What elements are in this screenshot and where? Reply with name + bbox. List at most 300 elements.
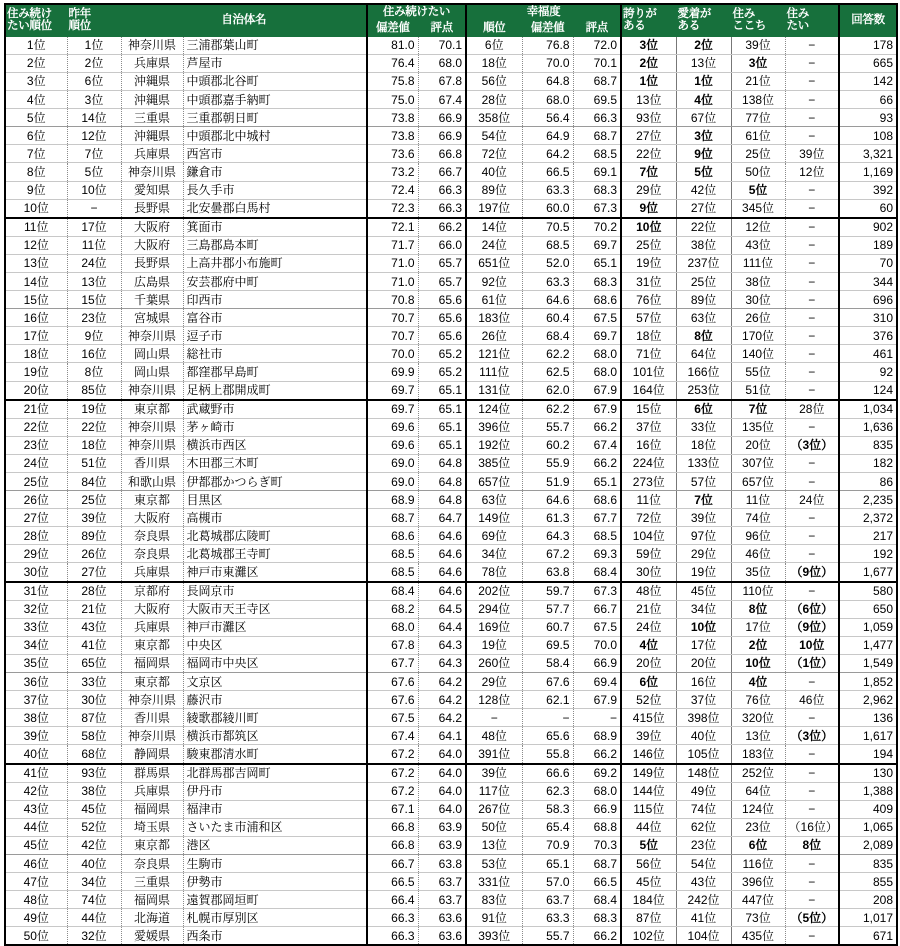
table-row bbox=[5, 600, 897, 618]
cell-want-rank: − bbox=[785, 800, 839, 818]
cell-want-rank: − bbox=[785, 854, 839, 872]
cell-municipality: 北群馬郡吉岡町 bbox=[183, 764, 367, 783]
cell-attachment-rank: 63位 bbox=[676, 309, 731, 327]
cell-municipality: 伊丹市 bbox=[183, 782, 367, 800]
cell-answers: 217 bbox=[839, 527, 897, 545]
cell-want-rank: − bbox=[785, 291, 839, 309]
cell-happiness-order: 24位 bbox=[466, 236, 522, 254]
cell-prefecture: 千葉県 bbox=[121, 291, 183, 309]
cell-rank: 18位 bbox=[5, 345, 67, 363]
cell-want-rank: − bbox=[785, 327, 839, 345]
cell-comfort-rank: 30位 bbox=[731, 291, 785, 309]
cell-prefecture: 群馬県 bbox=[121, 764, 183, 783]
cell-happiness-deviation: 60.4 bbox=[522, 309, 573, 327]
cell-attachment-rank: 5位 bbox=[676, 163, 731, 181]
cell-comfort-rank: 38位 bbox=[731, 272, 785, 290]
cell-happiness-deviation: 68.5 bbox=[522, 236, 573, 254]
cell-happiness-order: 393位 bbox=[466, 927, 522, 946]
cell-rank: 17位 bbox=[5, 327, 67, 345]
cell-prefecture: 愛媛県 bbox=[121, 927, 183, 946]
cell-happiness-deviation: 63.8 bbox=[522, 563, 573, 582]
cell-rank: 39位 bbox=[5, 727, 67, 745]
cell-rank: 50位 bbox=[5, 927, 67, 946]
cell-comfort-rank: 6位 bbox=[731, 836, 785, 854]
cell-municipality: 西宮市 bbox=[183, 145, 367, 163]
cell-last-rank: 7位 bbox=[67, 145, 121, 163]
cell-comfort-rank: 10位 bbox=[731, 654, 785, 672]
cell-pride-rank: 101位 bbox=[621, 363, 676, 381]
cell-happiness-deviation: 55.8 bbox=[522, 745, 573, 764]
cell-happiness-deviation: 60.2 bbox=[522, 436, 573, 454]
header-rank: 住み続け たい順位 bbox=[5, 4, 67, 36]
cell-last-rank: 15位 bbox=[67, 291, 121, 309]
cell-live-score: 66.3 bbox=[418, 181, 466, 199]
cell-comfort-rank: 73位 bbox=[731, 909, 785, 927]
cell-live-score: 66.3 bbox=[418, 199, 466, 218]
cell-happiness-score: 67.7 bbox=[573, 509, 621, 527]
cell-live-score: 64.3 bbox=[418, 654, 466, 672]
cell-rank: 28位 bbox=[5, 527, 67, 545]
cell-happiness-deviation: − bbox=[522, 709, 573, 727]
cell-pride-rank: 6位 bbox=[621, 673, 676, 691]
cell-happiness-order: 26位 bbox=[466, 327, 522, 345]
cell-municipality: 横浜市西区 bbox=[183, 436, 367, 454]
cell-last-rank: 68位 bbox=[67, 745, 121, 764]
cell-live-score: 64.1 bbox=[418, 727, 466, 745]
cell-live-deviation: 69.6 bbox=[367, 436, 418, 454]
cell-comfort-rank: 25位 bbox=[731, 145, 785, 163]
cell-answers: 835 bbox=[839, 436, 897, 454]
cell-rank: 22位 bbox=[5, 418, 67, 436]
cell-municipality: 生駒市 bbox=[183, 854, 367, 872]
cell-happiness-score: 68.4 bbox=[573, 891, 621, 909]
cell-comfort-rank: 43位 bbox=[731, 236, 785, 254]
cell-answers: 1,677 bbox=[839, 563, 897, 582]
cell-pride-rank: 4位 bbox=[621, 636, 676, 654]
cell-attachment-rank: 4位 bbox=[676, 91, 731, 109]
cell-happiness-score: 67.9 bbox=[573, 400, 621, 419]
cell-happiness-deviation: 56.4 bbox=[522, 109, 573, 127]
cell-last-rank: 23位 bbox=[67, 309, 121, 327]
cell-rank: 14位 bbox=[5, 272, 67, 290]
cell-last-rank: 87位 bbox=[67, 709, 121, 727]
cell-attachment-rank: 16位 bbox=[676, 673, 731, 691]
cell-prefecture: 埼玉県 bbox=[121, 818, 183, 836]
cell-live-deviation: 69.7 bbox=[367, 381, 418, 400]
cell-answers: 2,235 bbox=[839, 491, 897, 509]
cell-pride-rank: 5位 bbox=[621, 836, 676, 854]
cell-last-rank: 85位 bbox=[67, 381, 121, 400]
cell-municipality: 三浦郡葉山町 bbox=[183, 36, 367, 54]
cell-live-deviation: 75.0 bbox=[367, 91, 418, 109]
cell-comfort-rank: 252位 bbox=[731, 764, 785, 783]
cell-last-rank: 18位 bbox=[67, 436, 121, 454]
cell-prefecture: 福岡県 bbox=[121, 800, 183, 818]
cell-want-rank: − bbox=[785, 127, 839, 145]
cell-answers: 194 bbox=[839, 745, 897, 764]
cell-happiness-score: 68.7 bbox=[573, 127, 621, 145]
cell-attachment-rank: 64位 bbox=[676, 345, 731, 363]
cell-municipality: 中央区 bbox=[183, 636, 367, 654]
cell-prefecture: 東京都 bbox=[121, 491, 183, 509]
cell-municipality: 文京区 bbox=[183, 673, 367, 691]
cell-happiness-deviation: 65.1 bbox=[522, 854, 573, 872]
table-row bbox=[5, 654, 897, 672]
cell-pride-rank: 164位 bbox=[621, 381, 676, 400]
cell-live-score: 66.0 bbox=[418, 236, 466, 254]
cell-comfort-rank: 116位 bbox=[731, 854, 785, 872]
cell-municipality: 港区 bbox=[183, 836, 367, 854]
cell-prefecture: 宮城県 bbox=[121, 309, 183, 327]
cell-last-rank: 13位 bbox=[67, 272, 121, 290]
cell-pride-rank: 149位 bbox=[621, 764, 676, 783]
cell-rank: 34位 bbox=[5, 636, 67, 654]
cell-comfort-rank: 35位 bbox=[731, 563, 785, 582]
cell-rank: 3位 bbox=[5, 72, 67, 90]
cell-attachment-rank: 41位 bbox=[676, 909, 731, 927]
cell-rank: 2位 bbox=[5, 54, 67, 72]
cell-prefecture: 東京都 bbox=[121, 636, 183, 654]
cell-comfort-rank: 61位 bbox=[731, 127, 785, 145]
cell-municipality: 富谷市 bbox=[183, 309, 367, 327]
cell-happiness-order: 18位 bbox=[466, 54, 522, 72]
cell-live-deviation: 69.6 bbox=[367, 418, 418, 436]
cell-want-rank: 12位 bbox=[785, 163, 839, 181]
cell-municipality: 武蔵野市 bbox=[183, 400, 367, 419]
cell-live-deviation: 67.2 bbox=[367, 745, 418, 764]
cell-answers: 178 bbox=[839, 36, 897, 54]
cell-happiness-order: 391位 bbox=[466, 745, 522, 764]
cell-answers: 192 bbox=[839, 545, 897, 563]
table-header bbox=[5, 4, 897, 36]
cell-happiness-order: 50位 bbox=[466, 818, 522, 836]
cell-comfort-rank: 657位 bbox=[731, 473, 785, 491]
cell-happiness-order: 69位 bbox=[466, 527, 522, 545]
cell-pride-rank: 48位 bbox=[621, 582, 676, 601]
cell-rank: 4位 bbox=[5, 91, 67, 109]
cell-last-rank: 12位 bbox=[67, 127, 121, 145]
header-pride: 誇りが ある bbox=[621, 4, 676, 36]
cell-attachment-rank: 148位 bbox=[676, 764, 731, 783]
cell-live-score: 64.7 bbox=[418, 509, 466, 527]
cell-happiness-order: 128位 bbox=[466, 691, 522, 709]
cell-rank: 11位 bbox=[5, 218, 67, 237]
cell-happiness-deviation: 58.4 bbox=[522, 654, 573, 672]
cell-happiness-score: 68.5 bbox=[573, 145, 621, 163]
cell-prefecture: 岡山県 bbox=[121, 345, 183, 363]
cell-comfort-rank: 111位 bbox=[731, 254, 785, 272]
cell-happiness-order: 39位 bbox=[466, 764, 522, 783]
cell-happiness-score: 65.1 bbox=[573, 254, 621, 272]
cell-pride-rank: 1位 bbox=[621, 72, 676, 90]
cell-happiness-order: − bbox=[466, 709, 522, 727]
cell-pride-rank: 273位 bbox=[621, 473, 676, 491]
cell-happiness-deviation: 60.0 bbox=[522, 199, 573, 218]
cell-live-deviation: 66.4 bbox=[367, 891, 418, 909]
table-row bbox=[5, 127, 897, 145]
cell-live-deviation: 67.2 bbox=[367, 782, 418, 800]
cell-live-deviation: 66.5 bbox=[367, 873, 418, 891]
cell-want-rank: − bbox=[785, 381, 839, 400]
table-row bbox=[5, 345, 897, 363]
cell-rank: 44位 bbox=[5, 818, 67, 836]
cell-municipality: 長久手市 bbox=[183, 181, 367, 199]
cell-attachment-rank: 62位 bbox=[676, 818, 731, 836]
cell-live-score: 64.6 bbox=[418, 563, 466, 582]
cell-happiness-order: 34位 bbox=[466, 545, 522, 563]
table-row bbox=[5, 636, 897, 654]
cell-happiness-order: 131位 bbox=[466, 381, 522, 400]
cell-happiness-score: 68.6 bbox=[573, 491, 621, 509]
cell-happiness-order: 13位 bbox=[466, 836, 522, 854]
cell-attachment-rank: 242位 bbox=[676, 891, 731, 909]
cell-rank: 49位 bbox=[5, 909, 67, 927]
cell-comfort-rank: 64位 bbox=[731, 782, 785, 800]
cell-live-deviation: 70.0 bbox=[367, 345, 418, 363]
cell-happiness-score: − bbox=[573, 709, 621, 727]
cell-municipality: 印西市 bbox=[183, 291, 367, 309]
cell-live-score: 64.2 bbox=[418, 673, 466, 691]
table-row bbox=[5, 36, 897, 54]
cell-prefecture: 香川県 bbox=[121, 454, 183, 472]
cell-rank: 20位 bbox=[5, 381, 67, 400]
cell-happiness-deviation: 63.3 bbox=[522, 272, 573, 290]
cell-answers: 136 bbox=[839, 709, 897, 727]
cell-rank: 13位 bbox=[5, 254, 67, 272]
cell-live-score: 63.9 bbox=[418, 836, 466, 854]
cell-prefecture: 神奈川県 bbox=[121, 691, 183, 709]
cell-happiness-order: 61位 bbox=[466, 291, 522, 309]
cell-live-score: 64.4 bbox=[418, 618, 466, 636]
cell-happiness-order: 78位 bbox=[466, 563, 522, 582]
cell-prefecture: 愛知県 bbox=[121, 181, 183, 199]
cell-live-deviation: 68.2 bbox=[367, 600, 418, 618]
cell-rank: 45位 bbox=[5, 836, 67, 854]
cell-prefecture: 奈良県 bbox=[121, 854, 183, 872]
cell-happiness-score: 72.0 bbox=[573, 36, 621, 54]
cell-answers: 2,089 bbox=[839, 836, 897, 854]
cell-happiness-deviation: 66.6 bbox=[522, 764, 573, 783]
cell-happiness-order: 63位 bbox=[466, 491, 522, 509]
cell-prefecture: 神奈川県 bbox=[121, 727, 183, 745]
cell-happiness-score: 67.9 bbox=[573, 691, 621, 709]
cell-comfort-rank: 76位 bbox=[731, 691, 785, 709]
cell-happiness-deviation: 57.7 bbox=[522, 600, 573, 618]
cell-pride-rank: 104位 bbox=[621, 527, 676, 545]
cell-attachment-rank: 39位 bbox=[676, 509, 731, 527]
cell-live-deviation: 67.6 bbox=[367, 691, 418, 709]
cell-want-rank: − bbox=[785, 36, 839, 54]
cell-want-rank: （3位） bbox=[785, 436, 839, 454]
header-attachment: 愛着が ある bbox=[676, 4, 731, 36]
cell-last-rank: 6位 bbox=[67, 72, 121, 90]
cell-attachment-rank: 38位 bbox=[676, 236, 731, 254]
cell-want-rank: 39位 bbox=[785, 145, 839, 163]
cell-last-rank: 44位 bbox=[67, 909, 121, 927]
cell-last-rank: 33位 bbox=[67, 673, 121, 691]
cell-attachment-rank: 19位 bbox=[676, 563, 731, 582]
cell-live-score: 67.8 bbox=[418, 72, 466, 90]
cell-live-score: 66.7 bbox=[418, 163, 466, 181]
cell-live-score: 64.0 bbox=[418, 764, 466, 783]
cell-attachment-rank: 67位 bbox=[676, 109, 731, 127]
cell-happiness-order: 657位 bbox=[466, 473, 522, 491]
cell-live-score: 64.8 bbox=[418, 454, 466, 472]
cell-happiness-score: 68.3 bbox=[573, 909, 621, 927]
cell-want-rank: 46位 bbox=[785, 691, 839, 709]
table-row bbox=[5, 709, 897, 727]
cell-pride-rank: 2位 bbox=[621, 54, 676, 72]
cell-attachment-rank: 253位 bbox=[676, 381, 731, 400]
cell-comfort-rank: 11位 bbox=[731, 491, 785, 509]
cell-answers: 1,034 bbox=[839, 400, 897, 419]
cell-last-rank: 28位 bbox=[67, 582, 121, 601]
cell-rank: 35位 bbox=[5, 654, 67, 672]
cell-attachment-rank: 97位 bbox=[676, 527, 731, 545]
cell-pride-rank: 44位 bbox=[621, 818, 676, 836]
table-row bbox=[5, 199, 897, 218]
cell-municipality: 神戸市東灘区 bbox=[183, 563, 367, 582]
cell-last-rank: 30位 bbox=[67, 691, 121, 709]
cell-answers: 671 bbox=[839, 927, 897, 946]
cell-happiness-order: 358位 bbox=[466, 109, 522, 127]
cell-live-score: 65.1 bbox=[418, 418, 466, 436]
cell-live-score: 64.2 bbox=[418, 709, 466, 727]
cell-want-rank: （3位） bbox=[785, 727, 839, 745]
cell-pride-rank: 76位 bbox=[621, 291, 676, 309]
cell-live-score: 70.1 bbox=[418, 36, 466, 54]
cell-rank: 5位 bbox=[5, 109, 67, 127]
cell-attachment-rank: 45位 bbox=[676, 582, 731, 601]
cell-happiness-deviation: 60.7 bbox=[522, 618, 573, 636]
cell-municipality: 木田郡三木町 bbox=[183, 454, 367, 472]
cell-prefecture: 長野県 bbox=[121, 199, 183, 218]
cell-happiness-deviation: 62.0 bbox=[522, 381, 573, 400]
cell-comfort-rank: 2位 bbox=[731, 636, 785, 654]
cell-prefecture: 香川県 bbox=[121, 709, 183, 727]
cell-want-rank: − bbox=[785, 54, 839, 72]
cell-rank: 7位 bbox=[5, 145, 67, 163]
cell-happiness-score: 66.5 bbox=[573, 873, 621, 891]
cell-answers: 108 bbox=[839, 127, 897, 145]
cell-prefecture: 大阪府 bbox=[121, 236, 183, 254]
cell-comfort-rank: 55位 bbox=[731, 363, 785, 381]
cell-municipality: 高槻市 bbox=[183, 509, 367, 527]
cell-happiness-order: 28位 bbox=[466, 91, 522, 109]
cell-happiness-score: 69.1 bbox=[573, 163, 621, 181]
cell-last-rank: 1位 bbox=[67, 36, 121, 54]
cell-last-rank: 40位 bbox=[67, 854, 121, 872]
cell-happiness-score: 70.0 bbox=[573, 636, 621, 654]
cell-live-score: 64.8 bbox=[418, 491, 466, 509]
cell-answers: 189 bbox=[839, 236, 897, 254]
cell-municipality: 足柄上郡開成町 bbox=[183, 381, 367, 400]
cell-pride-rank: 93位 bbox=[621, 109, 676, 127]
cell-attachment-rank: 104位 bbox=[676, 927, 731, 946]
cell-rank: 32位 bbox=[5, 600, 67, 618]
table-row bbox=[5, 836, 897, 854]
cell-happiness-score: 68.8 bbox=[573, 818, 621, 836]
cell-live-deviation: 73.6 bbox=[367, 145, 418, 163]
cell-happiness-deviation: 64.8 bbox=[522, 72, 573, 90]
cell-pride-rank: 10位 bbox=[621, 218, 676, 237]
cell-answers: 130 bbox=[839, 764, 897, 783]
cell-rank: 27位 bbox=[5, 509, 67, 527]
cell-live-score: 65.2 bbox=[418, 363, 466, 381]
cell-happiness-order: 111位 bbox=[466, 363, 522, 381]
cell-attachment-rank: 49位 bbox=[676, 782, 731, 800]
cell-rank: 16位 bbox=[5, 309, 67, 327]
cell-happiness-order: 117位 bbox=[466, 782, 522, 800]
cell-attachment-rank: 398位 bbox=[676, 709, 731, 727]
cell-last-rank: 24位 bbox=[67, 254, 121, 272]
cell-live-deviation: 66.7 bbox=[367, 854, 418, 872]
cell-pride-rank: 25位 bbox=[621, 236, 676, 254]
cell-prefecture: 沖縄県 bbox=[121, 127, 183, 145]
cell-comfort-rank: 26位 bbox=[731, 309, 785, 327]
table-row bbox=[5, 109, 897, 127]
cell-attachment-rank: 133位 bbox=[676, 454, 731, 472]
cell-municipality: 鎌倉市 bbox=[183, 163, 367, 181]
cell-happiness-order: 331位 bbox=[466, 873, 522, 891]
cell-pride-rank: 7位 bbox=[621, 163, 676, 181]
cell-pride-rank: 3位 bbox=[621, 36, 676, 54]
cell-want-rank: − bbox=[785, 745, 839, 764]
cell-comfort-rank: 50位 bbox=[731, 163, 785, 181]
cell-live-score: 66.9 bbox=[418, 127, 466, 145]
cell-live-deviation: 67.6 bbox=[367, 673, 418, 691]
cell-comfort-rank: 51位 bbox=[731, 381, 785, 400]
cell-want-rank: − bbox=[785, 181, 839, 199]
cell-live-score: 64.6 bbox=[418, 545, 466, 563]
cell-happiness-score: 66.9 bbox=[573, 654, 621, 672]
cell-happiness-deviation: 52.0 bbox=[522, 254, 573, 272]
cell-pride-rank: 39位 bbox=[621, 727, 676, 745]
cell-live-score: 65.2 bbox=[418, 345, 466, 363]
cell-live-deviation: 67.4 bbox=[367, 727, 418, 745]
table-row bbox=[5, 618, 897, 636]
cell-happiness-score: 67.5 bbox=[573, 618, 621, 636]
cell-want-rank: − bbox=[785, 709, 839, 727]
cell-want-rank: （9位） bbox=[785, 563, 839, 582]
cell-rank: 6位 bbox=[5, 127, 67, 145]
cell-happiness-score: 68.5 bbox=[573, 527, 621, 545]
cell-prefecture: 神奈川県 bbox=[121, 163, 183, 181]
cell-answers: 1,549 bbox=[839, 654, 897, 672]
table-row bbox=[5, 145, 897, 163]
cell-rank: 47位 bbox=[5, 873, 67, 891]
cell-happiness-score: 67.3 bbox=[573, 582, 621, 601]
cell-prefecture: 福岡県 bbox=[121, 654, 183, 672]
cell-happiness-score: 68.0 bbox=[573, 782, 621, 800]
cell-happiness-deviation: 63.3 bbox=[522, 181, 573, 199]
cell-comfort-rank: 320位 bbox=[731, 709, 785, 727]
cell-happiness-score: 69.5 bbox=[573, 91, 621, 109]
cell-last-rank: 11位 bbox=[67, 236, 121, 254]
table-row bbox=[5, 764, 897, 783]
cell-want-rank: − bbox=[785, 109, 839, 127]
cell-happiness-score: 67.3 bbox=[573, 199, 621, 218]
cell-municipality: 三島郡島本町 bbox=[183, 236, 367, 254]
cell-municipality: 西条市 bbox=[183, 927, 367, 946]
cell-live-score: 63.6 bbox=[418, 909, 466, 927]
cell-happiness-deviation: 62.5 bbox=[522, 363, 573, 381]
cell-last-rank: 25位 bbox=[67, 491, 121, 509]
cell-rank: 37位 bbox=[5, 691, 67, 709]
table-row bbox=[5, 854, 897, 872]
cell-answers: 376 bbox=[839, 327, 897, 345]
header-group-live: 住み続けたい bbox=[367, 4, 466, 20]
